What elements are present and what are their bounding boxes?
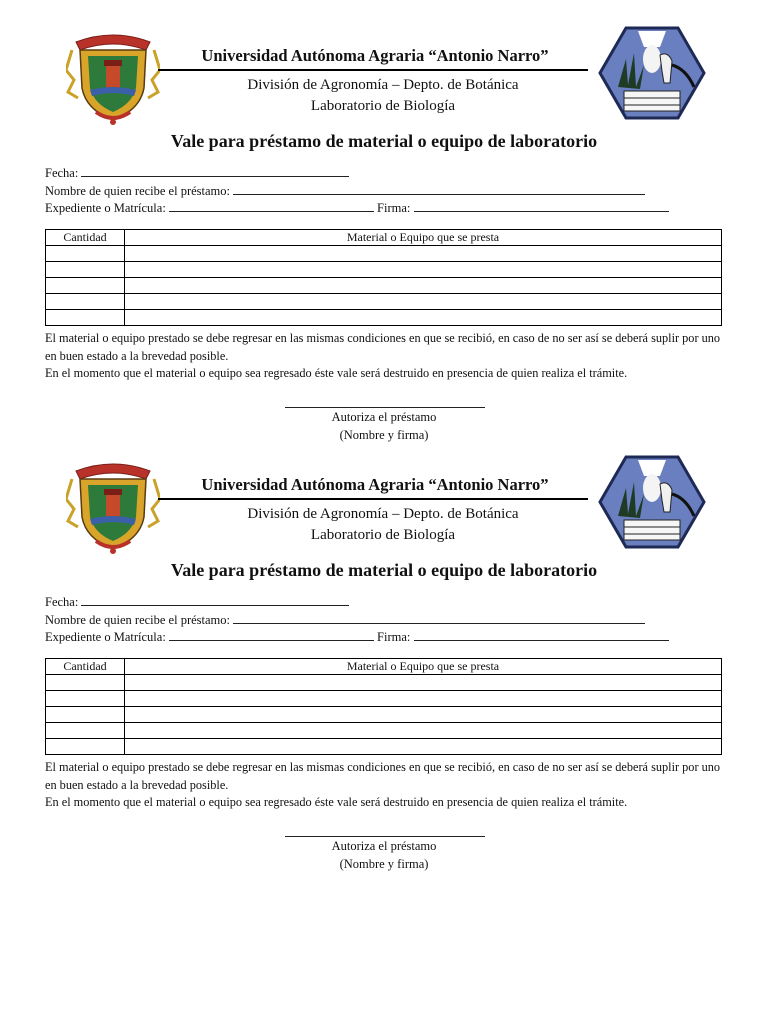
loan-voucher — [0, 28, 768, 448]
signature-line — [285, 407, 485, 408]
fecha-field — [45, 594, 349, 610]
column-header-material: Material o Equipo que se presta — [125, 659, 722, 675]
title-divider — [158, 498, 588, 500]
expediente-firma-field — [45, 200, 669, 216]
material-cell[interactable] — [125, 675, 722, 691]
firma-label: Firma: — [377, 201, 411, 215]
botany-hexagon-emblem-icon — [598, 25, 706, 121]
voucher-destruction-notice: En el momento que el material o equipo sea regresado éste vale será destruido en presencia de quien realiza el trámite. — [45, 795, 628, 809]
table-row — [46, 246, 722, 262]
table-row — [46, 739, 722, 755]
firma-blank[interactable] — [414, 629, 669, 641]
firma-label: Firma: — [377, 630, 411, 644]
fecha-field — [45, 165, 349, 181]
material-cell[interactable] — [125, 310, 722, 326]
lab-name: Laboratorio de Biología — [310, 527, 456, 543]
university-crest-icon — [66, 28, 160, 126]
form-title: Vale para préstamo de material o equipo de laboratorio — [170, 131, 598, 151]
cantidad-cell[interactable] — [46, 262, 125, 278]
expediente-blank[interactable] — [169, 200, 374, 212]
material-cell[interactable] — [125, 707, 722, 723]
expediente-firma-field — [45, 629, 669, 645]
nombre-blank[interactable] — [233, 612, 645, 624]
botany-hexagon-emblem-icon — [598, 454, 706, 550]
voucher-destruction-notice: En el momento que el material o equipo sea regresado éste vale será destruido en presencia de quien realiza el trámite. — [45, 366, 628, 380]
fecha-label: Fecha: — [45, 166, 79, 180]
name-signature-label: (Nombre y firma) — [339, 428, 429, 442]
nombre-label: Nombre de quien recibe el préstamo: — [45, 613, 230, 627]
cantidad-cell[interactable] — [46, 739, 125, 755]
nombre-blank[interactable] — [233, 183, 645, 195]
signature-line — [285, 836, 485, 837]
loan-table — [45, 658, 722, 755]
university-name: Universidad Autónoma Agraria “Antonio Narro” — [201, 46, 549, 65]
nombre-label: Nombre de quien recibe el préstamo: — [45, 184, 230, 198]
loan-table — [45, 229, 722, 326]
material-cell[interactable] — [125, 691, 722, 707]
expediente-blank[interactable] — [169, 629, 374, 641]
table-row — [46, 294, 722, 310]
university-crest-icon — [66, 457, 160, 555]
authorizes-label: Autoriza el préstamo — [331, 839, 437, 853]
cantidad-cell[interactable] — [46, 246, 125, 262]
division-name: División de Agronomía – Depto. de Botánica — [247, 77, 519, 93]
table-row — [46, 707, 722, 723]
column-header-cantidad: Cantidad — [46, 230, 125, 246]
table-row — [46, 262, 722, 278]
form-title: Vale para préstamo de material o equipo de laboratorio — [170, 560, 598, 580]
cantidad-cell[interactable] — [46, 278, 125, 294]
column-header-cantidad: Cantidad — [46, 659, 125, 675]
fecha-blank[interactable] — [81, 165, 349, 177]
table-row — [46, 310, 722, 326]
cantidad-cell[interactable] — [46, 691, 125, 707]
title-divider — [158, 69, 588, 71]
authorizes-label: Autoriza el préstamo — [331, 410, 437, 424]
lab-name: Laboratorio de Biología — [310, 98, 456, 114]
table-row — [46, 278, 722, 294]
fecha-label: Fecha: — [45, 595, 79, 609]
nombre-field — [45, 612, 645, 628]
material-cell[interactable] — [125, 278, 722, 294]
material-cell[interactable] — [125, 262, 722, 278]
material-cell[interactable] — [125, 294, 722, 310]
division-name: División de Agronomía – Depto. de Botánica — [247, 506, 519, 522]
cantidad-cell[interactable] — [46, 723, 125, 739]
expediente-label: Expediente o Matrícula: — [45, 630, 166, 644]
cantidad-cell[interactable] — [46, 294, 125, 310]
cantidad-cell[interactable] — [46, 310, 125, 326]
nombre-field — [45, 183, 645, 199]
table-row — [46, 675, 722, 691]
loan-voucher — [0, 457, 768, 877]
table-row — [46, 691, 722, 707]
column-header-material: Material o Equipo que se presta — [125, 230, 722, 246]
cantidad-cell[interactable] — [46, 675, 125, 691]
expediente-label: Expediente o Matrícula: — [45, 201, 166, 215]
table-row — [46, 723, 722, 739]
material-cell[interactable] — [125, 246, 722, 262]
return-conditions-notice: El material o equipo prestado se debe regresar en las mismas condiciones en que se recibió, en caso de no ser así se deberá suplir por uno en buen estado a la brevedad posible. — [45, 760, 721, 792]
fecha-blank[interactable] — [81, 594, 349, 606]
firma-blank[interactable] — [414, 200, 669, 212]
university-name: Universidad Autónoma Agraria “Antonio Narro” — [201, 475, 549, 494]
cantidad-cell[interactable] — [46, 707, 125, 723]
material-cell[interactable] — [125, 739, 722, 755]
return-conditions-notice: El material o equipo prestado se debe regresar en las mismas condiciones en que se recibió, en caso de no ser así se deberá suplir por uno en buen estado a la brevedad posible. — [45, 331, 721, 363]
material-cell[interactable] — [125, 723, 722, 739]
name-signature-label: (Nombre y firma) — [339, 857, 429, 871]
